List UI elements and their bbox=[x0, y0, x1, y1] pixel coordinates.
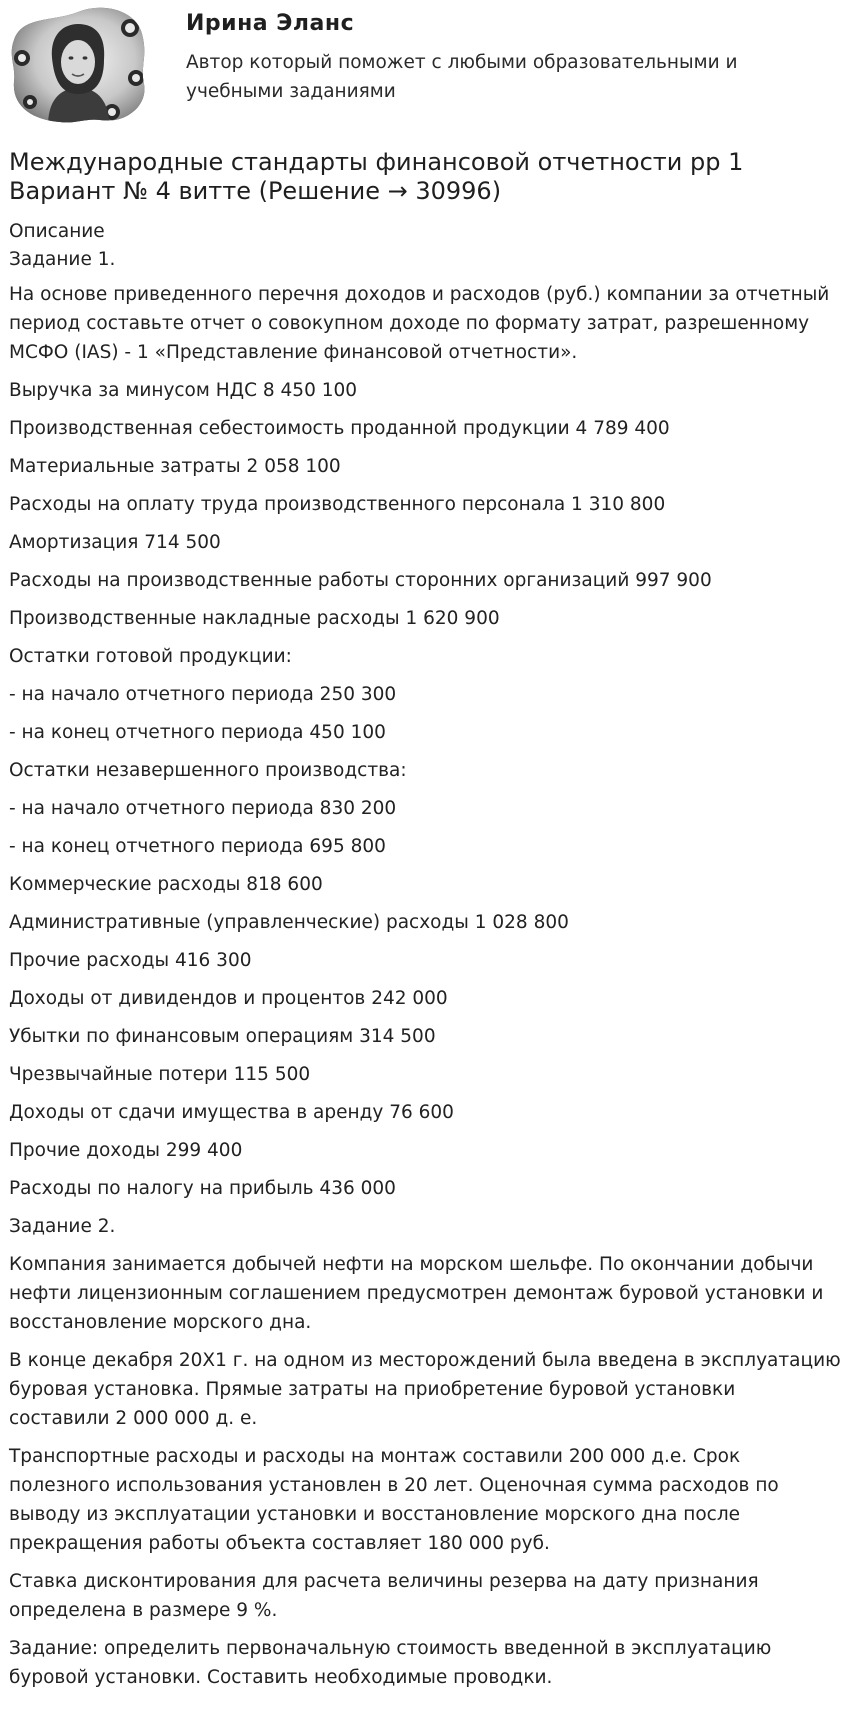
author-bio: Автор который поможет с любыми образовательными и учебными заданиями bbox=[186, 52, 738, 102]
paragraph: В конце декабря 20X1 г. на одном из месторождений была введена в эксплуатацию буровая установка. Прямые затраты на приобретение буровой установки составили 2 000 000 д. е. bbox=[9, 1350, 841, 1429]
paragraph: Задание: определить первоначальную стоимость введенной в эксплуатацию буровой установки. Составить необходимые проводки. bbox=[9, 1638, 772, 1688]
paragraph: Выручка за минусом НДС 8 450 100 bbox=[9, 380, 358, 401]
paragraph: Прочие доходы 299 400 bbox=[9, 1140, 243, 1161]
task1-label: Задание 1. bbox=[9, 249, 116, 270]
paragraph: Задание 2. bbox=[9, 1216, 116, 1237]
task-description bbox=[9, 218, 841, 1692]
paragraph-list bbox=[9, 280, 841, 1692]
paragraph: Коммерческие расходы 818 600 bbox=[9, 874, 323, 895]
paragraph: Производственная себестоимость проданной продукции 4 789 400 bbox=[9, 418, 670, 439]
paragraph: Административные (управленческие) расходы 1 028 800 bbox=[9, 912, 569, 933]
paragraph: Материальные затраты 2 058 100 bbox=[9, 456, 341, 477]
paragraph: Компания занимается добычей нефти на морском шельфе. По окончании добычи нефти лицензионным соглашением предусмотрен демонтаж буровой установки и восстановление морского дна. bbox=[9, 1254, 824, 1333]
paragraph: Ставка дисконтирования для расчета величины резерва на дату признания определена в размере 9 %. bbox=[9, 1571, 759, 1621]
paragraph: Убытки по финансовым операциям 314 500 bbox=[9, 1026, 436, 1047]
paragraph: Чрезвычайные потери 115 500 bbox=[9, 1064, 311, 1085]
paragraph: Прочие расходы 416 300 bbox=[9, 950, 252, 971]
page-title bbox=[9, 148, 839, 206]
paragraph: Транспортные расходы и расходы на монтаж составили 200 000 д.е. Срок полезного использования установлен в 20 лет. Оценочная сумма расходов по выводу из эксплуатации установки и восстановление морского дна после прекращения работы объекта составляет 180 000 руб. bbox=[9, 1446, 779, 1554]
description-label: Описание bbox=[9, 221, 105, 242]
paragraph: Остатки незавершенного производства: bbox=[9, 760, 407, 781]
paragraph: На основе приведенного перечня доходов и расходов (руб.) компании за отчетный период составьте отчет о совокупном доходе по формату затрат, разрешенному МСФО (IAS) - 1 «Представление финансовой отчетности». bbox=[9, 284, 830, 363]
paragraph: Производственные накладные расходы 1 620 900 bbox=[9, 608, 500, 629]
author-avatar bbox=[8, 6, 148, 126]
paragraph: Расходы на производственные работы сторонних организаций 997 900 bbox=[9, 570, 712, 591]
title-line-2: Вариант № 4 витте (Решение → 30996) bbox=[9, 177, 502, 205]
paragraph: Доходы от дивидендов и процентов 242 000 bbox=[9, 988, 448, 1009]
paragraph: - на начало отчетного периода 830 200 bbox=[9, 798, 397, 819]
paragraph: Остатки готовой продукции: bbox=[9, 646, 292, 667]
paragraph: Расходы по налогу на прибыль 436 000 bbox=[9, 1178, 396, 1199]
paragraph: Доходы от сдачи имущества в аренду 76 600 bbox=[9, 1102, 454, 1123]
paragraph: - на конец отчетного периода 450 100 bbox=[9, 722, 386, 743]
title-line-1: Международные стандарты финансовой отчетности рр 1 bbox=[9, 148, 744, 176]
paragraph: - на начало отчетного периода 250 300 bbox=[9, 684, 397, 705]
paragraph: Амортизация 714 500 bbox=[9, 532, 221, 553]
paragraph: - на конец отчетного периода 695 800 bbox=[9, 836, 386, 857]
author-name: Ирина Эланс bbox=[186, 11, 355, 36]
paragraph: Расходы на оплату труда производственного персонала 1 310 800 bbox=[9, 494, 666, 515]
author-card bbox=[0, 0, 847, 130]
